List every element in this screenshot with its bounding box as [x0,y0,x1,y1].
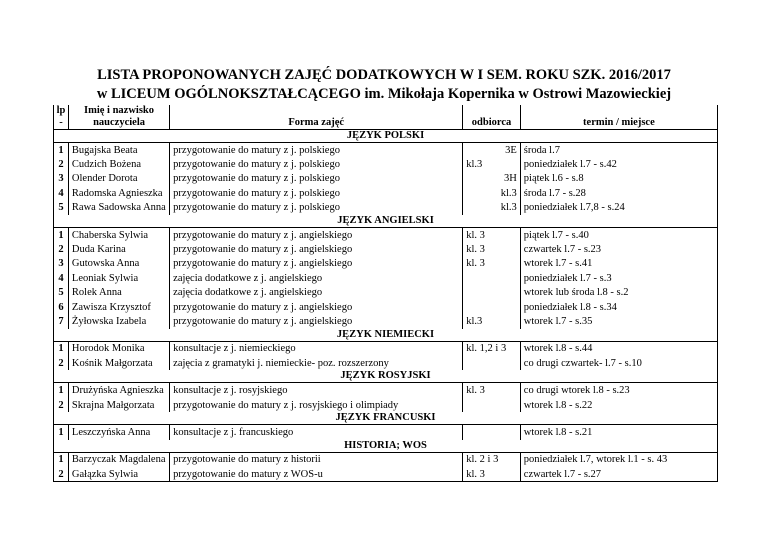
section-title: JĘZYK ROSYJSKI [54,370,718,383]
term-place: piątek l.6 - s.8 [520,172,717,186]
term-place: wtorek l.7 - s.41 [520,257,717,271]
section-header-row [54,370,718,383]
teacher-name: Zawisza Krzysztof [68,300,169,314]
activity-form: przygotowanie do matury z j. rosyjskiego i olimpiady [170,398,463,412]
teacher-name: Olender Dorota [68,172,169,186]
activity-form: przygotowanie do matury z j. angielskiego [170,242,463,256]
document-title-line-2: w LICEUM OGÓLNOKSZTAŁCĄCEGO im. Mikołaja Kopernika w Ostrowi Mazowieckiej [96,86,672,102]
audience: kl.3 [463,314,521,328]
audience: kl. 2 i 3 [463,452,521,467]
activity-form: konsultacje z j. francuskiego [170,425,463,440]
table-row [54,356,718,370]
section-title: JĘZYK FRANCUSKI [54,412,718,425]
table-row [54,157,718,171]
term-place: poniedziałek l.7, wtorek l.1 - s. 43 [520,452,717,467]
section-title: HISTORIA; WOS [54,440,718,453]
teacher-name: Skrajna Małgorzata [68,398,169,412]
header-form: Forma zajęć [170,105,463,130]
audience: 3H [463,172,521,186]
row-number: 2 [54,398,69,412]
term-place: piątek l.7 - s.40 [520,227,717,242]
table-row [54,143,718,158]
activity-form: przygotowanie do matury z j. angielskiego [170,300,463,314]
table-row [54,467,718,482]
term-place: co drugi wtorek l.8 - s.23 [520,383,717,398]
term-place: poniedziałek l.7 - s.42 [520,157,717,171]
term-place: czwartek l.7 - s.23 [520,242,717,256]
table-row [54,242,718,256]
activity-form: przygotowanie do matury z WOS-u [170,467,463,482]
term-place: poniedziałek l.7 - s.3 [520,271,717,285]
row-number: 3 [54,172,69,186]
audience: kl.3 [463,157,521,171]
row-number: 3 [54,257,69,271]
table-row [54,172,718,186]
activity-form: przygotowanie do matury z j. angielskiego [170,314,463,328]
term-place: środa l.7 - s.28 [520,186,717,200]
activities-table [53,105,718,482]
teacher-name: Bugajska Beata [68,143,169,158]
table-row [54,452,718,467]
activity-form: zajęcia dodatkowe z j. angielskiego [170,286,463,300]
term-place: wtorek lub środa l.8 - s.2 [520,286,717,300]
row-number: 2 [54,467,69,482]
row-number: 1 [54,341,69,356]
document-title-line-1: LISTA PROPONOWANYCH ZAJĘĆ DODATKOWYCH W I SEM. ROKU SZK. 2016/2017 [97,67,671,83]
section-header-row [54,412,718,425]
row-number: 1 [54,425,69,440]
audience: kl. 3 [463,227,521,242]
audience: kl. 3 [463,257,521,271]
activity-form: przygotowanie do matury z j. polskiego [170,172,463,186]
teacher-name: Gutowska Anna [68,257,169,271]
teacher-name: Cudzich Bożena [68,157,169,171]
activity-form: konsultacje z j. niemieckiego [170,341,463,356]
row-number: 5 [54,286,69,300]
teacher-name: Duda Karina [68,242,169,256]
term-place: poniedziałek l.7,8 - s.24 [520,201,717,215]
teacher-name: Kośnik Małgorzata [68,356,169,370]
header-name: Imię i nazwisko nauczyciela [68,105,169,130]
audience [463,300,521,314]
table-header-row [54,105,718,130]
table-row [54,383,718,398]
term-place: wtorek l.8 - s.22 [520,398,717,412]
section-header-row [54,329,718,342]
activity-form: przygotowanie do matury z j. polskiego [170,201,463,215]
row-number: 4 [54,186,69,200]
row-number: 5 [54,201,69,215]
audience: kl. 1,2 i 3 [463,341,521,356]
activity-form: przygotowanie do matury z j. angielskiego [170,257,463,271]
table-row [54,341,718,356]
row-number: 2 [54,242,69,256]
activity-form: przygotowanie do matury z j. polskiego [170,157,463,171]
row-number: 4 [54,271,69,285]
row-number: 2 [54,356,69,370]
table-row [54,227,718,242]
term-place: wtorek l.8 - s.21 [520,425,717,440]
term-place: poniedziałek l.8 - s.34 [520,300,717,314]
teacher-name: Chaberska Sylwia [68,227,169,242]
row-number: 2 [54,157,69,171]
activity-form: przygotowanie do matury z j. angielskiego [170,227,463,242]
audience: kl.3 [463,186,521,200]
section-header-row [54,130,718,143]
audience [463,271,521,285]
table-row [54,398,718,412]
activity-form: przygotowanie do matury z j. polskiego [170,143,463,158]
table-row [54,186,718,200]
teacher-name: Leoniak Sylwia [68,271,169,285]
audience [463,425,521,440]
header-lp: lp - [54,105,69,130]
table-row [54,286,718,300]
header-term: termin / miejsce [520,105,717,130]
audience: 3E [463,143,521,158]
teacher-name: Horodok Monika [68,341,169,356]
term-place: środa l.7 [520,143,717,158]
teacher-name: Rawa Sadowska Anna [68,201,169,215]
section-title: JĘZYK POLSKI [54,130,718,143]
term-place: czwartek l.7 - s.27 [520,467,717,482]
audience [463,286,521,300]
audience: kl. 3 [463,467,521,482]
section-title: JĘZYK NIEMIECKI [54,329,718,342]
row-number: 1 [54,452,69,467]
term-place: co drugi czwartek- l.7 - s.10 [520,356,717,370]
table-row [54,300,718,314]
table-row [54,201,718,215]
activity-form: przygotowanie do matury z historii [170,452,463,467]
teacher-name: Żyłowska Izabela [68,314,169,328]
audience [463,398,521,412]
header-audience: odbiorca [463,105,521,130]
teacher-name: Drużyńska Agnieszka [68,383,169,398]
section-header-row [54,215,718,228]
section-header-row [54,440,718,453]
row-number: 6 [54,300,69,314]
table-row [54,257,718,271]
audience [463,356,521,370]
teacher-name: Leszczyńska Anna [68,425,169,440]
row-number: 1 [54,227,69,242]
activity-form: zajęcia z gramatyki j. niemieckie- poz. rozszerzony [170,356,463,370]
audience: kl. 3 [463,383,521,398]
term-place: wtorek l.7 - s.35 [520,314,717,328]
section-title: JĘZYK ANGIELSKI [54,215,718,228]
row-number: 1 [54,143,69,158]
activity-form: konsultacje z j. rosyjskiego [170,383,463,398]
table-row [54,425,718,440]
row-number: 1 [54,383,69,398]
teacher-name: Barzyczak Magdalena [68,452,169,467]
teacher-name: Gałązka Sylwia [68,467,169,482]
audience: kl.3 [463,201,521,215]
teacher-name: Radomska Agnieszka [68,186,169,200]
table-row [54,271,718,285]
teacher-name: Rolek Anna [68,286,169,300]
audience: kl. 3 [463,242,521,256]
term-place: wtorek l.8 - s.44 [520,341,717,356]
table-row [54,314,718,328]
activity-form: zajęcia dodatkowe z j. angielskiego [170,271,463,285]
row-number: 7 [54,314,69,328]
activity-form: przygotowanie do matury z j. polskiego [170,186,463,200]
